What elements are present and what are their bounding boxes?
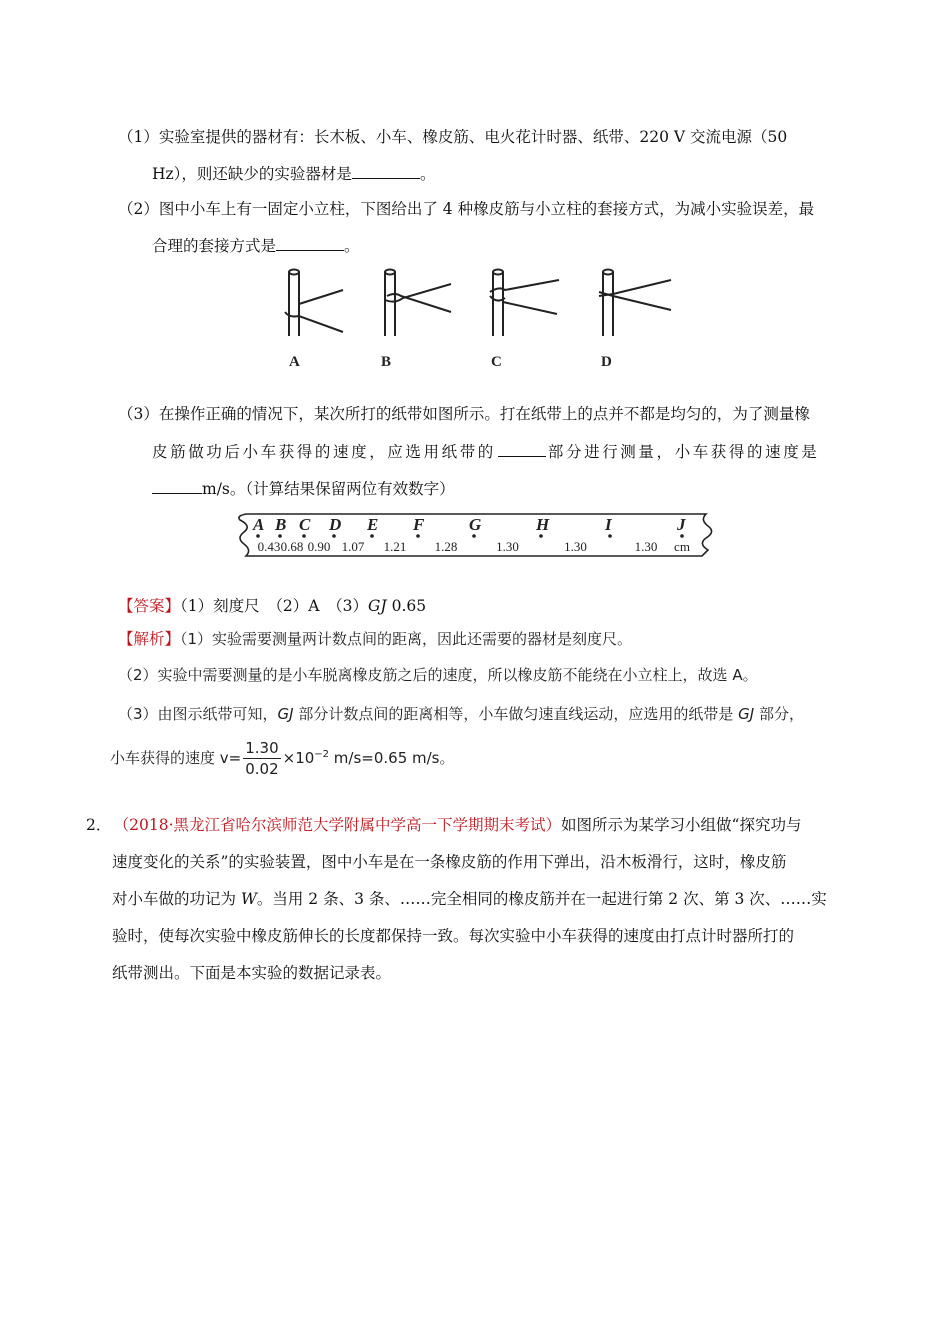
answer-text: （1）刻度尺 （2）A （3） [180, 597, 369, 615]
q3-line3 [152, 477, 455, 500]
tape-distance-5: 1.28 [434, 539, 458, 554]
tape-dot-f [416, 534, 420, 538]
tape-dot-e [370, 534, 374, 538]
tape-point-label-j: J [677, 515, 686, 534]
analysis-line1 [118, 628, 632, 650]
q2-text: 图中小车上有一固定小立柱，下图给出了 4 种橡皮筋与小立柱的套接方式，为减小实验误差，最 [158, 200, 815, 218]
q3-text3: 部分进行测量，小车获得的速度是 [547, 443, 820, 461]
tape-dot-j [680, 534, 684, 538]
analysis-exponent: −2 [314, 749, 330, 760]
tape-point-label-g: G [469, 515, 482, 534]
tape-distance-1: 0.68 [280, 539, 304, 554]
tape-point-label-a: A [253, 515, 265, 534]
problem2-line4: 验时，使每次实验中橡皮筋伸长的长度都保持一致。每次实验中小车获得的速度由打点计时器所打的 [112, 927, 795, 945]
q1-period: 。 [419, 165, 436, 183]
q2-line2 [152, 234, 360, 257]
q1-line2 [152, 162, 435, 185]
option-a-post [285, 270, 343, 337]
analysis-p3b: 部分计数点间的距离相等，小车做匀速直线运动，应选用的纸带是 [293, 705, 739, 723]
q2-answer-blank[interactable] [276, 234, 344, 251]
tape-dot-b [278, 534, 282, 538]
tape-distance-4: 1.21 [383, 539, 407, 554]
q2-text2: 合理的套接方式是 [152, 237, 277, 255]
tape-distance-7: 1.30 [564, 539, 587, 554]
q3-speed-blank[interactable] [152, 477, 202, 494]
tape-dot-h [539, 534, 543, 538]
analysis-line4 [110, 733, 455, 780]
tape-distance-3: 1.07 [341, 539, 365, 554]
option-b-post [385, 270, 451, 337]
tape-distance-8: 1.30 [634, 539, 658, 554]
option-a-label: A [289, 354, 300, 370]
problem2-line1 [86, 814, 801, 836]
tape-distance-0: 0.43 [257, 539, 281, 554]
analysis-p1: （1）实验需要测量两计数点间的距离，因此还需要的器材是刻度尺。 [180, 630, 633, 648]
q2-period: 。 [344, 237, 360, 255]
answer-value: 0.65 [391, 597, 427, 615]
q1-text: 实验室提供的器材有：长木板、小车、橡皮筋、电火花计时器、纸带、220 V 交流电源（50 [158, 128, 788, 146]
paper-tape-figure [232, 510, 722, 560]
q3-part-blank[interactable] [498, 440, 546, 457]
tape-distance-2: 0.90 [307, 539, 331, 554]
q1-label: （1） [118, 128, 159, 146]
problem2-text3a: 对小车做的功记为 [112, 890, 241, 908]
analysis-gj2: GJ [738, 705, 755, 723]
tape-point-label-b: B [275, 515, 287, 534]
tape-dot-i [608, 534, 612, 538]
q2-label: （2） [118, 200, 159, 218]
tape-point-label-c: C [299, 515, 311, 534]
q3-label: （3） [118, 405, 159, 423]
problem2-source: （2018·黑龙江省哈尔滨师范大学附属中学高一下学期期末考试） [121, 816, 562, 834]
q1-text2: Hz），则还缺少的实验器材是 [152, 165, 352, 183]
tape-dot-c [302, 534, 306, 538]
tape-point-label-h: H [536, 515, 550, 534]
analysis-line2: （2）实验中需要测量的是小车脱离橡皮筋之后的速度，所以橡皮筋不能绕在小立柱上，故选 A。 [118, 666, 758, 684]
rubber-band-figure [275, 266, 695, 376]
problem2-text3b: 。当用 2 条、3 条、……完全相同的橡皮筋并在一起进行第 2 次、第 3 次、……实 [256, 890, 827, 908]
tape-dot-d [332, 534, 336, 538]
q3-line2 [152, 440, 819, 463]
tape-unit: cm [674, 539, 690, 554]
problem2-line2: 速度变化的关系”的实验装置，图中小车是在一条橡皮筋的作用下弹出，沿木板滑行，这时，橡皮筋 [112, 853, 787, 871]
answer-gj: GJ [368, 597, 387, 615]
tape-point-label-d: D [329, 515, 342, 534]
tape-point-label-i: I [605, 515, 612, 534]
analysis-p4c: m/s=0.65 m/s。 [329, 749, 455, 767]
analysis-line3 [118, 703, 804, 725]
q1-line1 [118, 126, 787, 148]
analysis-p3c: 部分， [754, 705, 804, 723]
velocity-fraction [243, 738, 280, 779]
problem2-text1: 如图所示为某学习小组做“探究功与 [561, 816, 802, 834]
q3-line1 [118, 403, 810, 425]
problem2-number: 2． [86, 816, 112, 834]
tape-point-label-f: F [413, 515, 425, 534]
q1-answer-blank[interactable] [352, 162, 420, 179]
answer-line [118, 595, 426, 617]
tape-dot-a [256, 534, 260, 538]
option-d-label: D [601, 354, 612, 370]
answer-tag: 【答案】 [118, 597, 181, 615]
tape-point-label-e: E [367, 515, 379, 534]
analysis-tag: 【解析】 [118, 630, 181, 648]
q3-text2: 皮筋做功后小车获得的速度，应选用纸带的 [152, 443, 496, 461]
analysis-p4a: 小车获得的速度 v= [110, 749, 242, 767]
tape-dot-g [472, 534, 476, 538]
problem2-line3 [112, 888, 827, 910]
option-c-label: C [491, 354, 502, 370]
fraction-numerator: 1.30 [245, 739, 279, 757]
option-b-label: B [381, 354, 392, 370]
fraction-denominator: 0.02 [245, 760, 279, 778]
option-d-post [599, 270, 671, 337]
q2-line1 [118, 198, 814, 220]
problem2-w: W [240, 890, 257, 908]
analysis-p4b: ×10 [282, 749, 315, 767]
analysis-p3a: （3）由图示纸带可知， [118, 705, 278, 723]
q3-text4: m/s。（计算结果保留两位有效数字） [202, 480, 455, 498]
q3-text: 在操作正确的情况下，某次所打的纸带如图所示。打在纸带上的点并不都是均匀的，为了测量橡 [158, 405, 810, 423]
analysis-gj1: GJ [277, 705, 294, 723]
option-c-post [490, 270, 559, 337]
tape-distance-6: 1.30 [496, 539, 519, 554]
problem2-line5: 纸带测出。下面是本实验的数据记录表。 [112, 964, 392, 982]
